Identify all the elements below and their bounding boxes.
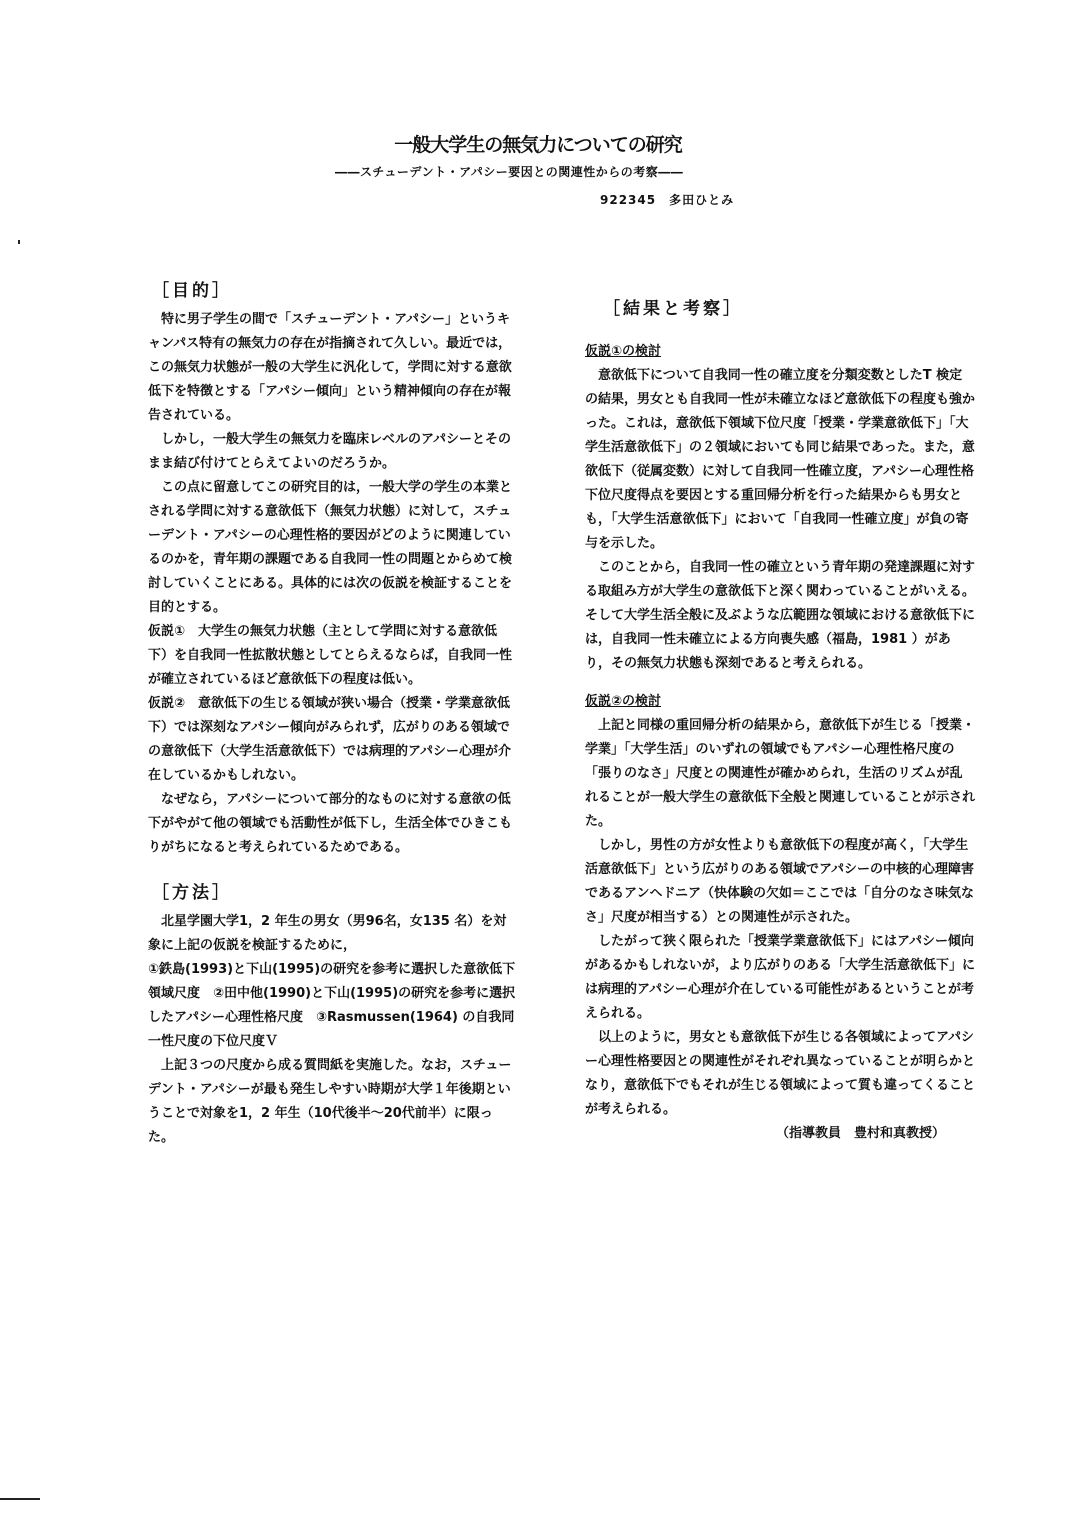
- paper-author: 922345 多田ひとみ: [600, 193, 735, 207]
- method-paragraph: 北星学園大学1，2 年生の男女（男96名，女135 名）を対象に上記の仮説を検証するために，: [148, 914, 507, 953]
- results-paragraph: しかし，男性の方が女性よりも意欲低下の程度が高く，「大学生活意欲低下」という広がりのある領域でアパシーの中核的心理障害であるアンヘドニア（快体験の欠如＝ここでは「自分のなさ味気なさ」尺度が相当する）との関連性が示された。: [585, 838, 974, 925]
- results-paragraph: 以上のように，男女とも意欲低下が生じる各領域によってアパシー心理性格要因との関連性がそれぞれ異なっていることが明らかとなり，意欲低下でもそれが生じる領域によって質も違ってくることが考えられる。: [585, 1030, 976, 1117]
- paper-subtitle: ――スチューデント・アパシー要因との関連性からの考察――: [335, 165, 684, 179]
- hypothesis-1: 仮説① 大学生の無気力状態（主として学問に対する意欲低下）を自我同一性拡散状態としてとらえるならば，自我同一性が確立されているほど意欲低下の程度は低い。: [148, 624, 513, 687]
- method-heading: ［方法］: [152, 883, 232, 903]
- hypothesis-2-review-heading: 仮説②の検討: [585, 694, 662, 709]
- results-paragraph: このことから，自我同一性の確立という青年期の発達課題に対する取組み方が大学生の意欲低下と深く関わっていることがいえる。そして大学生活全般に及ぶような広範囲な領域における意欲低下には，自我同一性未確立による方向喪失感（福島，1981 ）があり，その無気力状態も深刻であると考えられる。: [585, 560, 976, 671]
- results-heading: ［結果と考察］: [603, 299, 743, 319]
- scan-mark: [18, 240, 20, 244]
- hypothesis-2: 仮説② 意欲低下の生じる領域が狭い場合（授業・学業意欲低下）では深刻なアパシー傾向がみられず，広がりのある領域での意欲低下（大学生活意欲低下）では病理的アパシー心理が介在しているかもしれない。: [148, 696, 511, 783]
- purpose-paragraph: しかし，一般大学生の無気力を臨床レベルのアパシーとそのまま結び付けてとらえてよいのだろうか。: [148, 432, 511, 471]
- purpose-paragraph: 特に男子学生の間で「スチューデント・アパシー」というキャンパス特有の無気力の存在が指摘されて久しい。最近では，この無気力状態が一般の大学生に汎化して，学問に対する意欲低下を特徴とする「アパシー傾向」という精神傾向の存在が報告されている。: [148, 312, 512, 423]
- method-scales: ①鉄島(1993)と下山(1995)の研究を参考に選択した意欲低下領域尺度 ②田中他(1990)と下山(1995)の研究を参考に選択したアパシー心理性格尺度 ③Rasmussen(1964) の自我同一性尺度の下位尺度Ｖ: [148, 962, 516, 1049]
- method-paragraph: 上記３つの尺度から成る質問紙を実施した。なお，スチューデント・アパシーが最も発生しやすい時期が大学１年後期ということで対象を1，2 年生（10代後半～20代前半）に限った。: [148, 1058, 512, 1145]
- results-paragraph: 意欲低下について自我同一性の確立度を分類変数としたT 検定の結果，男女とも自我同一性が未確立なほど意欲低下の程度も強かった。これは，意欲低下領域下位尺度「授業・学業意欲低下」「大学生活意欲低下」の２領域においても同じ結果であった。また，意欲低下（従属変数）に対して自我同一性確立度，アパシー心理性格下位尺度得点を要因とする重回帰分析を行った結果からも男女とも，「大学生活意欲低下」において「自我同一性確立度」が負の寄与を示した。: [585, 368, 976, 551]
- purpose-heading: ［目的］: [152, 281, 232, 301]
- results-paragraph: したがって狭く限られた「授業学業意欲低下」にはアパシー傾向があるかもしれないが，より広がりのある「大学生活意欲低下」には病理的アパシー心理が介在している可能性があるということが考えられる。: [585, 934, 976, 1021]
- paper-title: 一般大学生の無気力についての研究: [394, 134, 682, 156]
- advisor-note: （指導教員 豊村和真教授）: [775, 1126, 945, 1141]
- hypothesis-1-review-heading: 仮説①の検討: [585, 344, 662, 359]
- reason-paragraph: なぜなら，アパシーについて部分的なものに対する意欲の低下がやがて他の領域でも活動性が低下し，生活全体でひきこもりがちになると考えられているためである。: [148, 792, 513, 855]
- left-column: [148, 278, 516, 1150]
- scan-mark: [0, 1498, 40, 1500]
- right-column: [585, 296, 975, 1146]
- purpose-paragraph: この点に留意してこの研究目的は，一般大学の学生の本業とされる学問に対する意欲低下（無気力状態）に対して，スチューデント・アパシーの心理性格的要因がどのように関連しているのかを，青年期の課題である自我同一性の問題とからめて検討していくことにある。具体的には次の仮説を検証することを目的とする。: [148, 480, 513, 615]
- results-paragraph: 上記と同様の重回帰分析の結果から，意欲低下が生じる「授業・学業」「大学生活」のいずれの領域でもアパシー心理性格尺度の「張りのなさ」尺度との関連性が確かめられ，生活のリズムが乱れることが一般大学生の意欲低下全般と関連していることが示された。: [585, 718, 976, 829]
